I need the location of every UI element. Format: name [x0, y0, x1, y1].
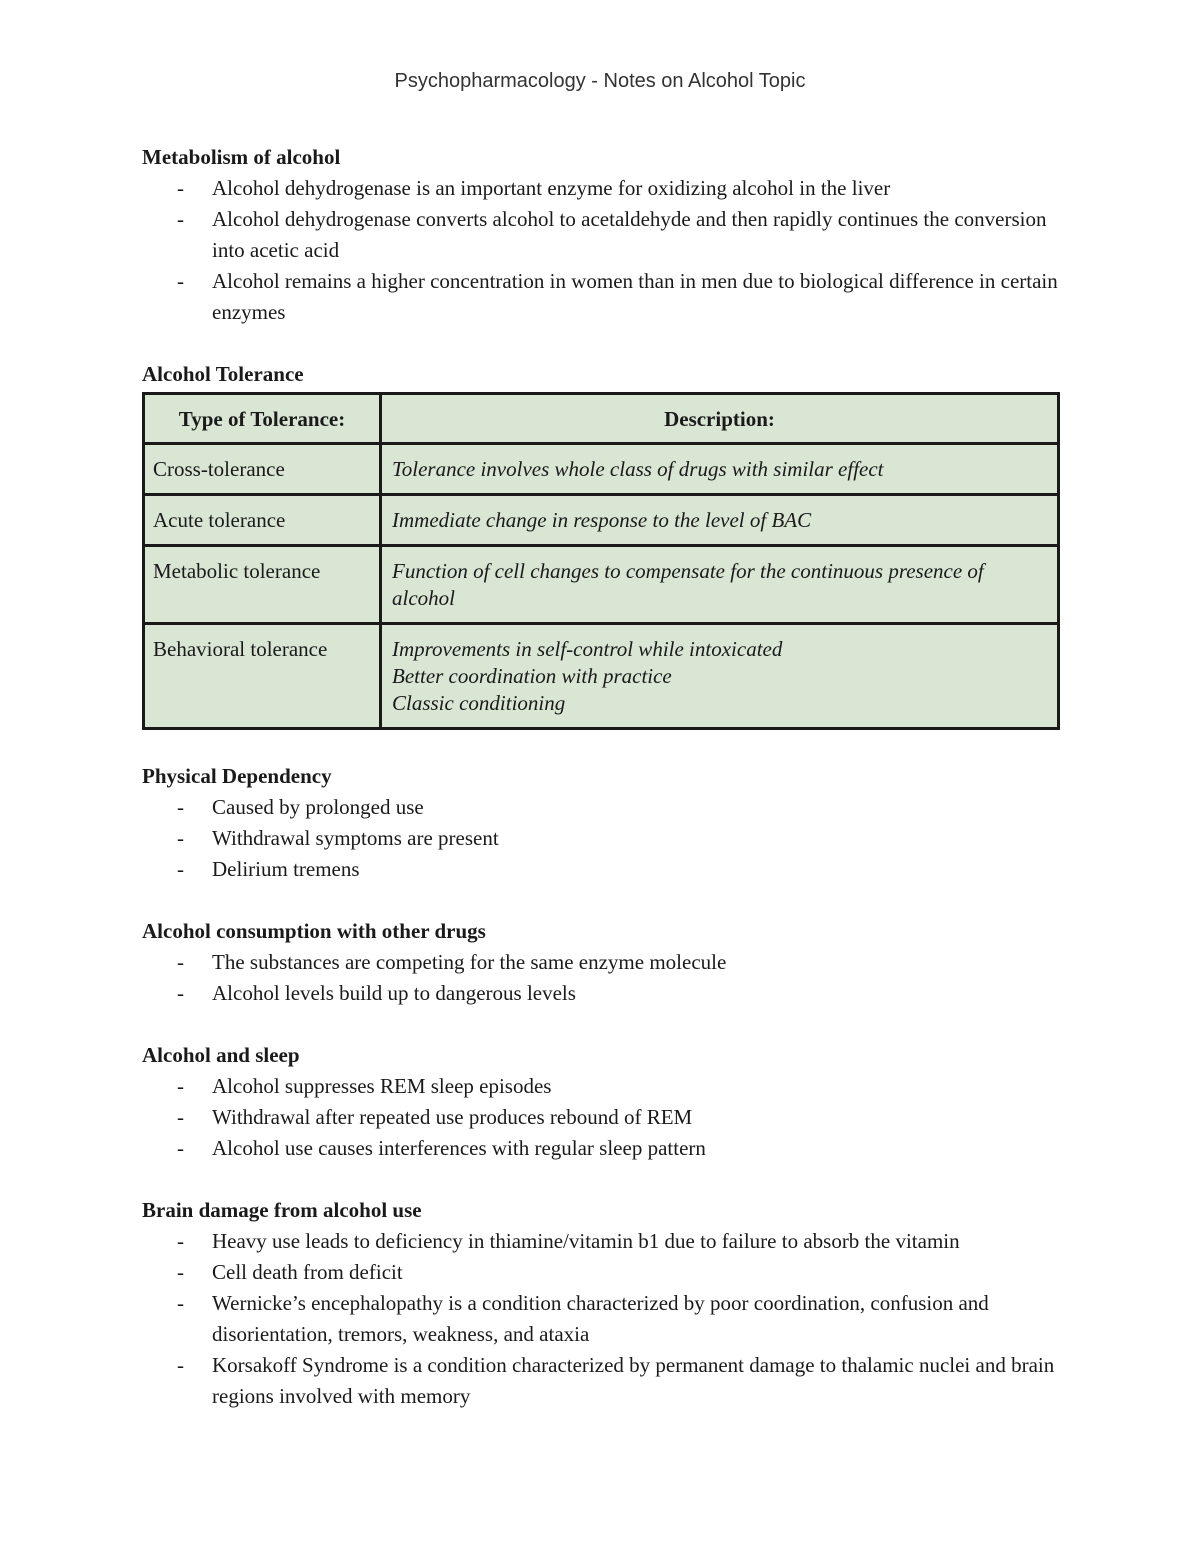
section-other-drugs	[142, 916, 1060, 1009]
description-line: Improvements in self-control while intoxicated	[392, 637, 783, 661]
section-heading: Alcohol and sleep	[142, 1043, 300, 1067]
bullet-list	[142, 173, 1060, 328]
tolerance-description-cell	[381, 624, 1059, 729]
document-body	[142, 142, 1060, 1443]
description-line: Function of cell changes to compensate for the continuous presence of alcohol	[392, 559, 984, 610]
section-sleep	[142, 1040, 1060, 1164]
table-row	[144, 546, 1059, 624]
list-item: - Wernicke’s encephalopathy is a condition characterized by poor coordination, confusion and disorientation, tremors, weakness, and ataxia	[142, 1288, 1060, 1350]
section-heading: Physical Dependency	[142, 764, 332, 788]
description-line: Better coordination with practice	[392, 664, 672, 688]
bullet-list	[142, 947, 1060, 1009]
list-item: - Caused by prolonged use	[142, 792, 1060, 823]
column-header: Description:	[381, 394, 1059, 444]
section-heading: Brain damage from alcohol use	[142, 1198, 422, 1222]
description-line: Classic conditioning	[392, 691, 566, 715]
section-metabolism	[142, 142, 1060, 328]
bullet-list	[142, 792, 1060, 885]
tolerance-description-cell	[381, 444, 1059, 495]
description-line: Immediate change in response to the level of BAC	[392, 508, 812, 532]
list-item: - Cell death from deficit	[142, 1257, 1060, 1288]
tolerance-type-cell: Behavioral tolerance	[144, 624, 381, 729]
table-row	[144, 444, 1059, 495]
tolerance-description-cell	[381, 546, 1059, 624]
list-item: - Withdrawal symptoms are present	[142, 823, 1060, 854]
page-header: Psychopharmacology - Notes on Alcohol Topic	[394, 70, 806, 92]
section-physical-dependency	[142, 761, 1060, 885]
table-row	[144, 624, 1059, 729]
list-item: - Alcohol use causes interferences with regular sleep pattern	[142, 1133, 1060, 1164]
list-item: - Withdrawal after repeated use produces rebound of REM	[142, 1102, 1060, 1133]
column-header: Type of Tolerance:	[144, 394, 381, 444]
section-tolerance	[142, 359, 1060, 730]
description-line: Tolerance involves whole class of drugs with similar effect	[392, 457, 884, 481]
bullet-list	[142, 1226, 1060, 1412]
section-heading: Metabolism of alcohol	[142, 145, 341, 169]
tolerance-table	[142, 392, 1060, 730]
list-item: - Alcohol remains a higher concentration in women than in men due to biological difference in certain enzymes	[142, 266, 1060, 328]
tolerance-type-cell: Cross-tolerance	[144, 444, 381, 495]
tolerance-type-cell: Acute tolerance	[144, 495, 381, 546]
list-item: - Alcohol levels build up to dangerous levels	[142, 978, 1060, 1009]
list-item: - Alcohol dehydrogenase is an important enzyme for oxidizing alcohol in the liver	[142, 173, 1060, 204]
table-row	[144, 495, 1059, 546]
list-item: - Alcohol dehydrogenase converts alcohol to acetaldehyde and then rapidly continues the conversion into acetic acid	[142, 204, 1060, 266]
bullet-list	[142, 1071, 1060, 1164]
section-brain-damage	[142, 1195, 1060, 1412]
list-item: - Alcohol suppresses REM sleep episodes	[142, 1071, 1060, 1102]
tolerance-type-cell: Metabolic tolerance	[144, 546, 381, 624]
list-item: - Heavy use leads to deficiency in thiamine/vitamin b1 due to failure to absorb the vitamin	[142, 1226, 1060, 1257]
section-heading: Alcohol consumption with other drugs	[142, 919, 486, 943]
list-item: - Korsakoff Syndrome is a condition characterized by permanent damage to thalamic nuclei and brain regions involved with memory	[142, 1350, 1060, 1412]
list-item: - The substances are competing for the same enzyme molecule	[142, 947, 1060, 978]
section-heading: Alcohol Tolerance	[142, 362, 304, 386]
list-item: - Delirium tremens	[142, 854, 1060, 885]
tolerance-description-cell	[381, 495, 1059, 546]
table-header-row	[144, 394, 1059, 444]
